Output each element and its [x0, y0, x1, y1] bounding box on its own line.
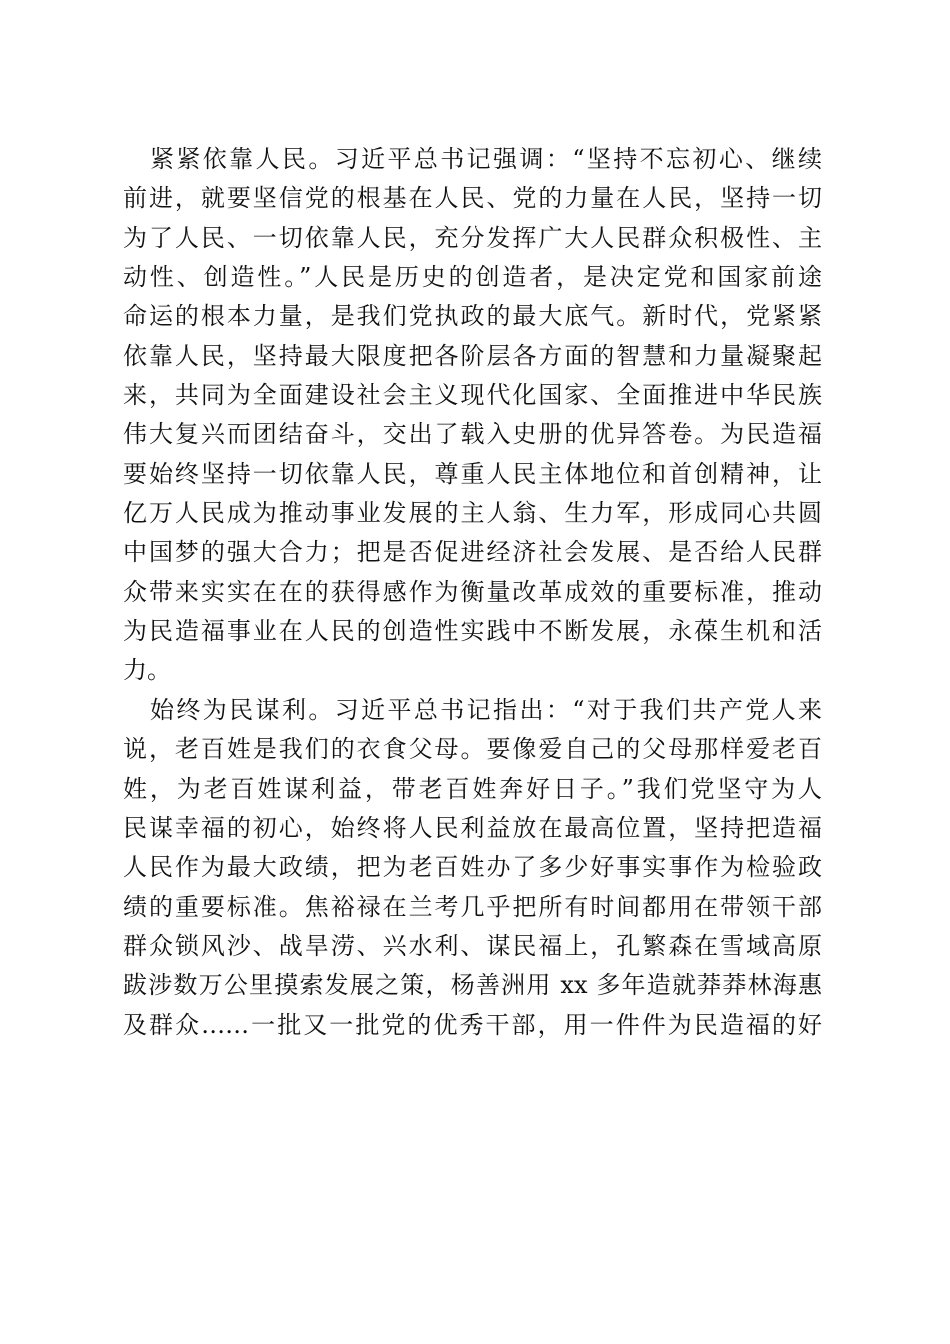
text-line: 命运的根本力量，是我们党执政的最大底气。新时代，党紧紧 — [123, 302, 822, 331]
text-line: 依靠人民，坚持最大限度把各阶层各方面的智慧和力量凝聚起 — [123, 341, 822, 370]
text-line: 群众锁风沙、战旱涝、兴水利、谋民福上，孔繁森在雪域高原 — [123, 931, 822, 960]
text-line: 众带来实实在在的获得感作为衡量改革成效的重要标准，推动 — [123, 577, 822, 606]
text-line: 前进，就要坚信党的根基在人民、党的力量在人民，坚持一切 — [123, 184, 822, 213]
text-line: 来，共同为全面建设社会主义现代化国家、全面推进中华民族 — [123, 381, 822, 410]
text-line: 说，老百姓是我们的衣食父母。要像爱自己的父母那样爱老百 — [123, 735, 822, 764]
text-line: 人民作为最大政绩，把为老百姓办了多少好事实事作为检验政 — [123, 853, 822, 882]
text-line: 及群众……一批又一批党的优秀干部，用一件件为民造福的好 — [123, 1010, 822, 1039]
text-line: 民谋幸福的初心，始终将人民利益放在最高位置，坚持把造福 — [123, 813, 822, 842]
text-line: 动性、创造性。”人民是历史的创造者，是决定党和国家前途 — [123, 263, 822, 292]
text-line: 亿万人民成为推动事业发展的主人翁、生力军，形成同心共圆 — [123, 499, 822, 528]
text-line: 伟大复兴而团结奋斗，交出了载入史册的优异答卷。为民造福 — [123, 420, 822, 449]
text-line: 为民造福事业在人民的创造性实践中不断发展，永葆生机和活 — [123, 617, 822, 646]
text-line: 中国梦的强大合力；把是否促进经济社会发展、是否给人民群 — [123, 538, 822, 567]
text-line: 要始终坚持一切依靠人民，尊重人民主体地位和首创精神，让 — [123, 459, 822, 488]
text-line: 始终为民谋利。习近平总书记指出：“对于我们共产党人来 — [150, 695, 822, 724]
document-page — [123, 140, 822, 1045]
text-line: 跋涉数万公里摸索发展之策，杨善洲用 xx 多年造就莽莽林海惠 — [123, 971, 822, 1000]
text-line: 为了人民、一切依靠人民，充分发挥广大人民群众积极性、主 — [123, 223, 822, 252]
paragraph-rely-on-people — [123, 140, 822, 691]
text-line: 姓，为老百姓谋利益，带老百姓奔好日子。”我们党坚守为人 — [123, 774, 822, 803]
text-line: 力。 — [123, 656, 171, 685]
paragraph-benefit-people — [123, 691, 822, 1045]
text-line: 紧紧依靠人民。习近平总书记强调：“坚持不忘初心、继续 — [150, 145, 822, 173]
text-line: 绩的重要标准。焦裕禄在兰考几乎把所有时间都用在带领干部 — [123, 892, 822, 921]
